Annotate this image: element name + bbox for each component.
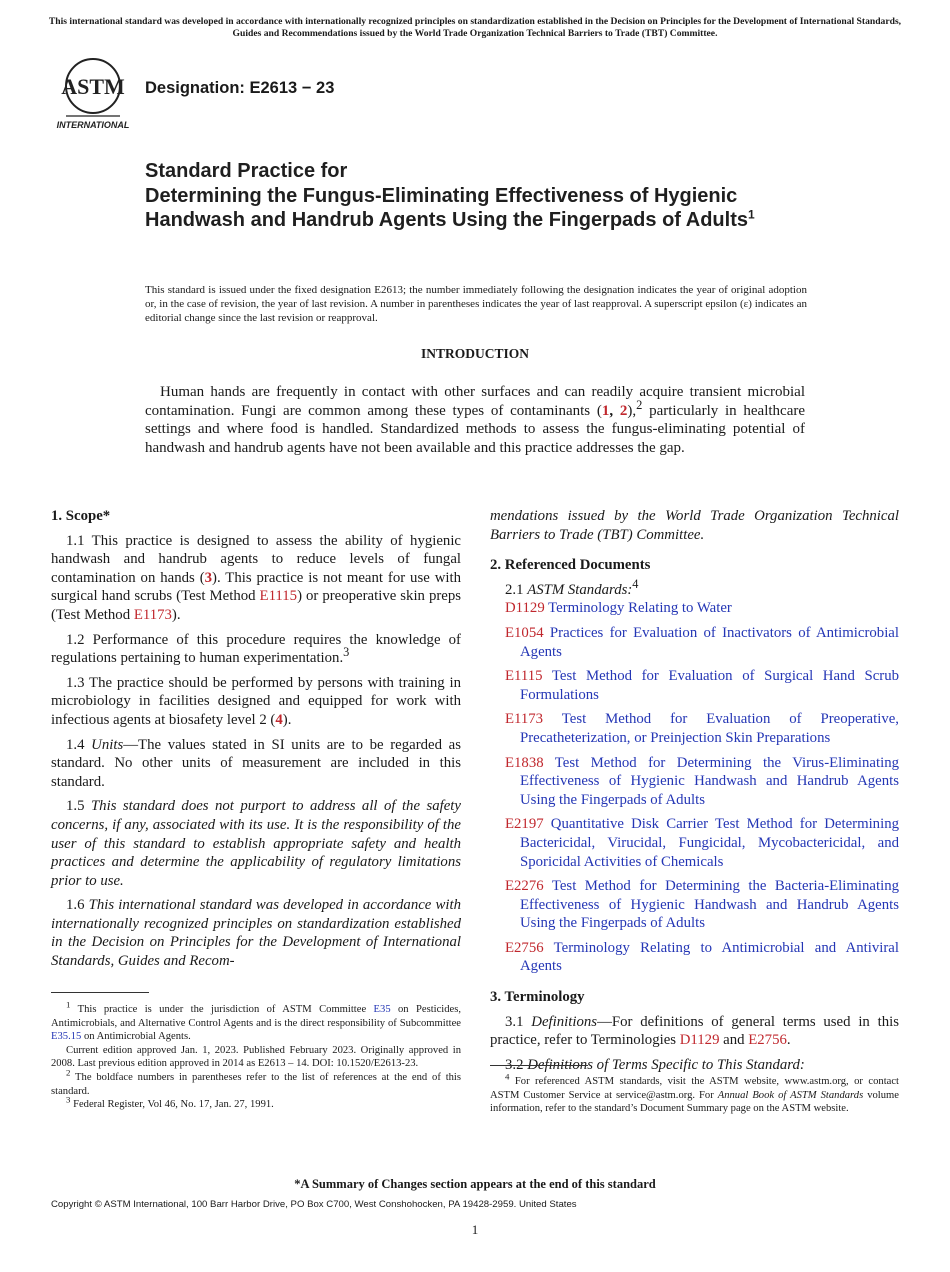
paragraph-3-2: 3.2 Definitions of Terms Specific to This Standard: <box>505 1056 805 1073</box>
footnote-4: $^4$ For referenced ASTM standards, visit the ASTM website, www.astm.org, or contact ASTM Customer Service at service@astm.org. For Annual Book of ASTM Standards volume information, refer to the standard’s Document Summary page on the ASTM website. <box>490 1071 899 1115</box>
footnote-1: $^1$ This practice is under the jurisdiction of ASTM Committee E35 on Pesticides, Antimicrobials, and Alternative Control Agents and is the direct responsibility of Subcommittee E35.15 on Antimicrobial Agents. <box>51 999 462 1043</box>
section-heading-scope: 1. Scope* <box>51 508 111 524</box>
link-e1115[interactable]: E1115 <box>259 588 298 605</box>
paragraph-1-4: 1.4 Units—The values stated in SI units are to be regarded as standard. No other units of measurement are included in this standard. <box>51 736 461 790</box>
link-e2756[interactable]: E2756 <box>748 1032 787 1049</box>
document-title <box>145 159 765 233</box>
link-e35-15[interactable]: E35.15 <box>51 1031 82 1043</box>
logo-mark-text: ASTM <box>61 74 125 99</box>
ref-link-4[interactable]: 4 <box>275 711 283 728</box>
ref-link-3[interactable]: 3 <box>204 569 213 586</box>
ref-code-link[interactable]: E1054 <box>505 624 544 641</box>
title-main <box>145 184 765 233</box>
referenced-documents-list <box>490 599 899 976</box>
footnote-ref-3[interactable]: 3 <box>343 645 350 660</box>
footnote-ref-2[interactable]: 2 <box>636 397 643 412</box>
ref-title-link[interactable]: Test Method for Evaluation of Preoperative, Precatheterization, or Preinjection Skin Preparations <box>520 711 899 746</box>
title-line-1: Standard Practice for <box>145 160 348 182</box>
footnotes-right <box>490 1071 899 1116</box>
title-line-2: Determining the Fungus-Eliminating Effectiveness of Hygienic Handwash and Handrub Agents Using the Fingerpads of Adults <box>145 184 748 231</box>
paragraph-1-1: 1.1 This practice is designed to assess the ability of hygienic handwash and handrub agents to reduce levels of fungal contamination on hands (3). This practice is not meant for use with surgical hand scrubs (Test Method E1115) or preoperative skin preps (Test Method E1173). <box>51 532 461 623</box>
copyright: Copyright © ASTM International, 100 Barr Harbor Drive, PO Box C700, West Conshohocken, PA 19428-2959. United States <box>51 1199 577 1210</box>
ref-title-link[interactable]: Quantitative Disk Carrier Test Method for Determining Bactericidal, Virucidal, Fungicidal, Mycobactericidal, and Sporicidal Activities of Chemicals <box>520 816 899 870</box>
footnote-1-edition: Current edition approved Jan. 1, 2023. Published February 2023. Originally approved in 2008. Last previous edition approved in 2014 as E2613 – 14. DOI: 10.1520/E2613-23. <box>51 1044 461 1070</box>
link-e35[interactable]: E35 <box>373 1004 391 1015</box>
list-item <box>490 754 899 810</box>
ref-link-2[interactable]: 2 <box>619 402 628 419</box>
list-item <box>490 667 899 704</box>
ref-title-link[interactable]: Test Method for Evaluation of Surgical Hand Scrub Formulations <box>520 668 899 703</box>
paragraph-1-5: 1.5 This standard does not purport to address all of the safety concerns, if any, associated with its use. It is the responsibility of the user of this standard to establish appropriate safety and health practices and determine the applicability of regulatory limitations prior to use. <box>51 798 461 889</box>
footnote-divider-left <box>51 992 149 993</box>
top-notice: This international standard was developed in accordance with internationally recognized principles on standardization established in the Decision on Principles for the Development of International Standards, Guides and Recommendations issued by the World Trade Organization Technical Barriers to Trade (TBT) Committee. <box>48 16 902 39</box>
designation: Designation: E2613 − 23 <box>145 79 335 97</box>
paragraph-1-6: 1.6 This international standard was developed in accordance with internationally recognized principles on standardization established in the Decision on Principles for the Development of International Standards, Guides and Recom- <box>51 897 461 970</box>
ref-code-link[interactable]: E2756 <box>505 939 544 956</box>
introduction-paragraph: Human hands are frequently in contact with other surfaces and can readily acquire transient microbial contamination. Fungi are common among these types of contaminants (1, 2),$^2$ particularly in healthcare settings and where food is handled. Standardized methods to assess the fungus-eliminating potential of handwash and handrub agents have not been available and this practice addresses the gap. <box>145 384 806 456</box>
astm-logo-icon <box>52 56 134 132</box>
ref-code-link[interactable]: D1129 <box>505 600 545 617</box>
logo-org-text: INTERNATIONAL <box>56 120 130 130</box>
section-heading-referenced: 2. Referenced Documents <box>490 557 651 574</box>
ref-title-link[interactable]: Terminology Relating to Water <box>544 600 732 617</box>
issue-note: This standard is issued under the fixed designation E2613; the number immediately following the designation indicates the year of original adoption or, in the case of revision, the year of last revision. A number in parentheses indicates the year of last reapproval. A superscript epsilon (ε) indicates an editorial change since the last revision or reapproval. <box>145 284 807 324</box>
summary-of-changes-note: *A Summary of Changes section appears at the end of this standard <box>294 1177 656 1191</box>
list-item <box>490 939 899 976</box>
paragraph-3-1: 3.1 Definitions—For definitions of general terms used in this practice, refer to Terminologies D1129 and E2756. <box>490 1013 899 1049</box>
page-number: 1 <box>471 1222 479 1237</box>
footnote-3: $^3$ Federal Register, Vol 46, No. 17, Jan. 27, 1991. <box>66 1094 274 1111</box>
ref-code-link[interactable]: E2197 <box>505 816 544 833</box>
list-item <box>490 877 899 933</box>
list-item <box>490 624 899 661</box>
paragraph-1-2: 1.2 Performance of this procedure requires the knowledge of regulations pertaining to human experimentation.$^3$ <box>51 631 461 667</box>
ref-code-link[interactable]: E1838 <box>505 754 544 771</box>
paragraph-1-3: 1.3 The practice should be performed by persons with training in microbiology in facilities designed and equipped for work with infectious agents at biosafety level 2 (4). <box>51 674 461 728</box>
right-column <box>490 507 899 1080</box>
introduction-text <box>145 383 805 457</box>
left-column <box>51 507 461 977</box>
ref-title-link[interactable]: Practices for Evaluation of Inactivators of Antimicrobial Agents <box>520 624 899 660</box>
footnotes-left <box>51 999 462 1112</box>
ref-code-link[interactable]: E2276 <box>505 878 544 895</box>
list-item <box>490 599 899 618</box>
ref-title-link[interactable]: Test Method for Determining the Virus-Eliminating Effectiveness of Hygienic Handwash and Handrub Agents Using the Fingerpads of Adults <box>520 754 899 808</box>
subsection-astm-standards: 2.1 ASTM Standards:$^4$ <box>505 576 639 598</box>
list-item <box>490 815 899 871</box>
ref-title-link[interactable]: Test Method for Determining the Bacteria-Eliminating Effectiveness of Hygienic Handwash and Handrub Agents Using the Fingerpads of Adults <box>520 878 899 932</box>
paragraph-1-6-continued: mendations issued by the World Trade Organization Technical Barriers to Trade (TBT) Committee. <box>490 508 899 543</box>
ref-title-link[interactable]: Terminology Relating to Antimicrobial and Antiviral Agents <box>520 939 899 975</box>
link-d1129[interactable]: D1129 <box>679 1032 720 1049</box>
link-e1173[interactable]: E1173 <box>133 606 172 623</box>
title-footnote-mark: 1 <box>748 207 755 222</box>
footnote-divider-right <box>490 1065 588 1066</box>
footnote-2: $^2$ The boldface numbers in parentheses refer to the list of references at the end of this standard. <box>51 1067 461 1097</box>
ref-code-link[interactable]: E1173 <box>505 711 544 728</box>
ref-code-link[interactable]: E1115 <box>505 668 543 685</box>
list-item <box>490 710 899 747</box>
astm-logo <box>52 56 134 132</box>
ref-link-1[interactable]: 1 <box>601 402 610 419</box>
section-heading-terminology: 3. Terminology <box>490 989 585 1006</box>
introduction-heading: INTRODUCTION <box>420 346 529 361</box>
